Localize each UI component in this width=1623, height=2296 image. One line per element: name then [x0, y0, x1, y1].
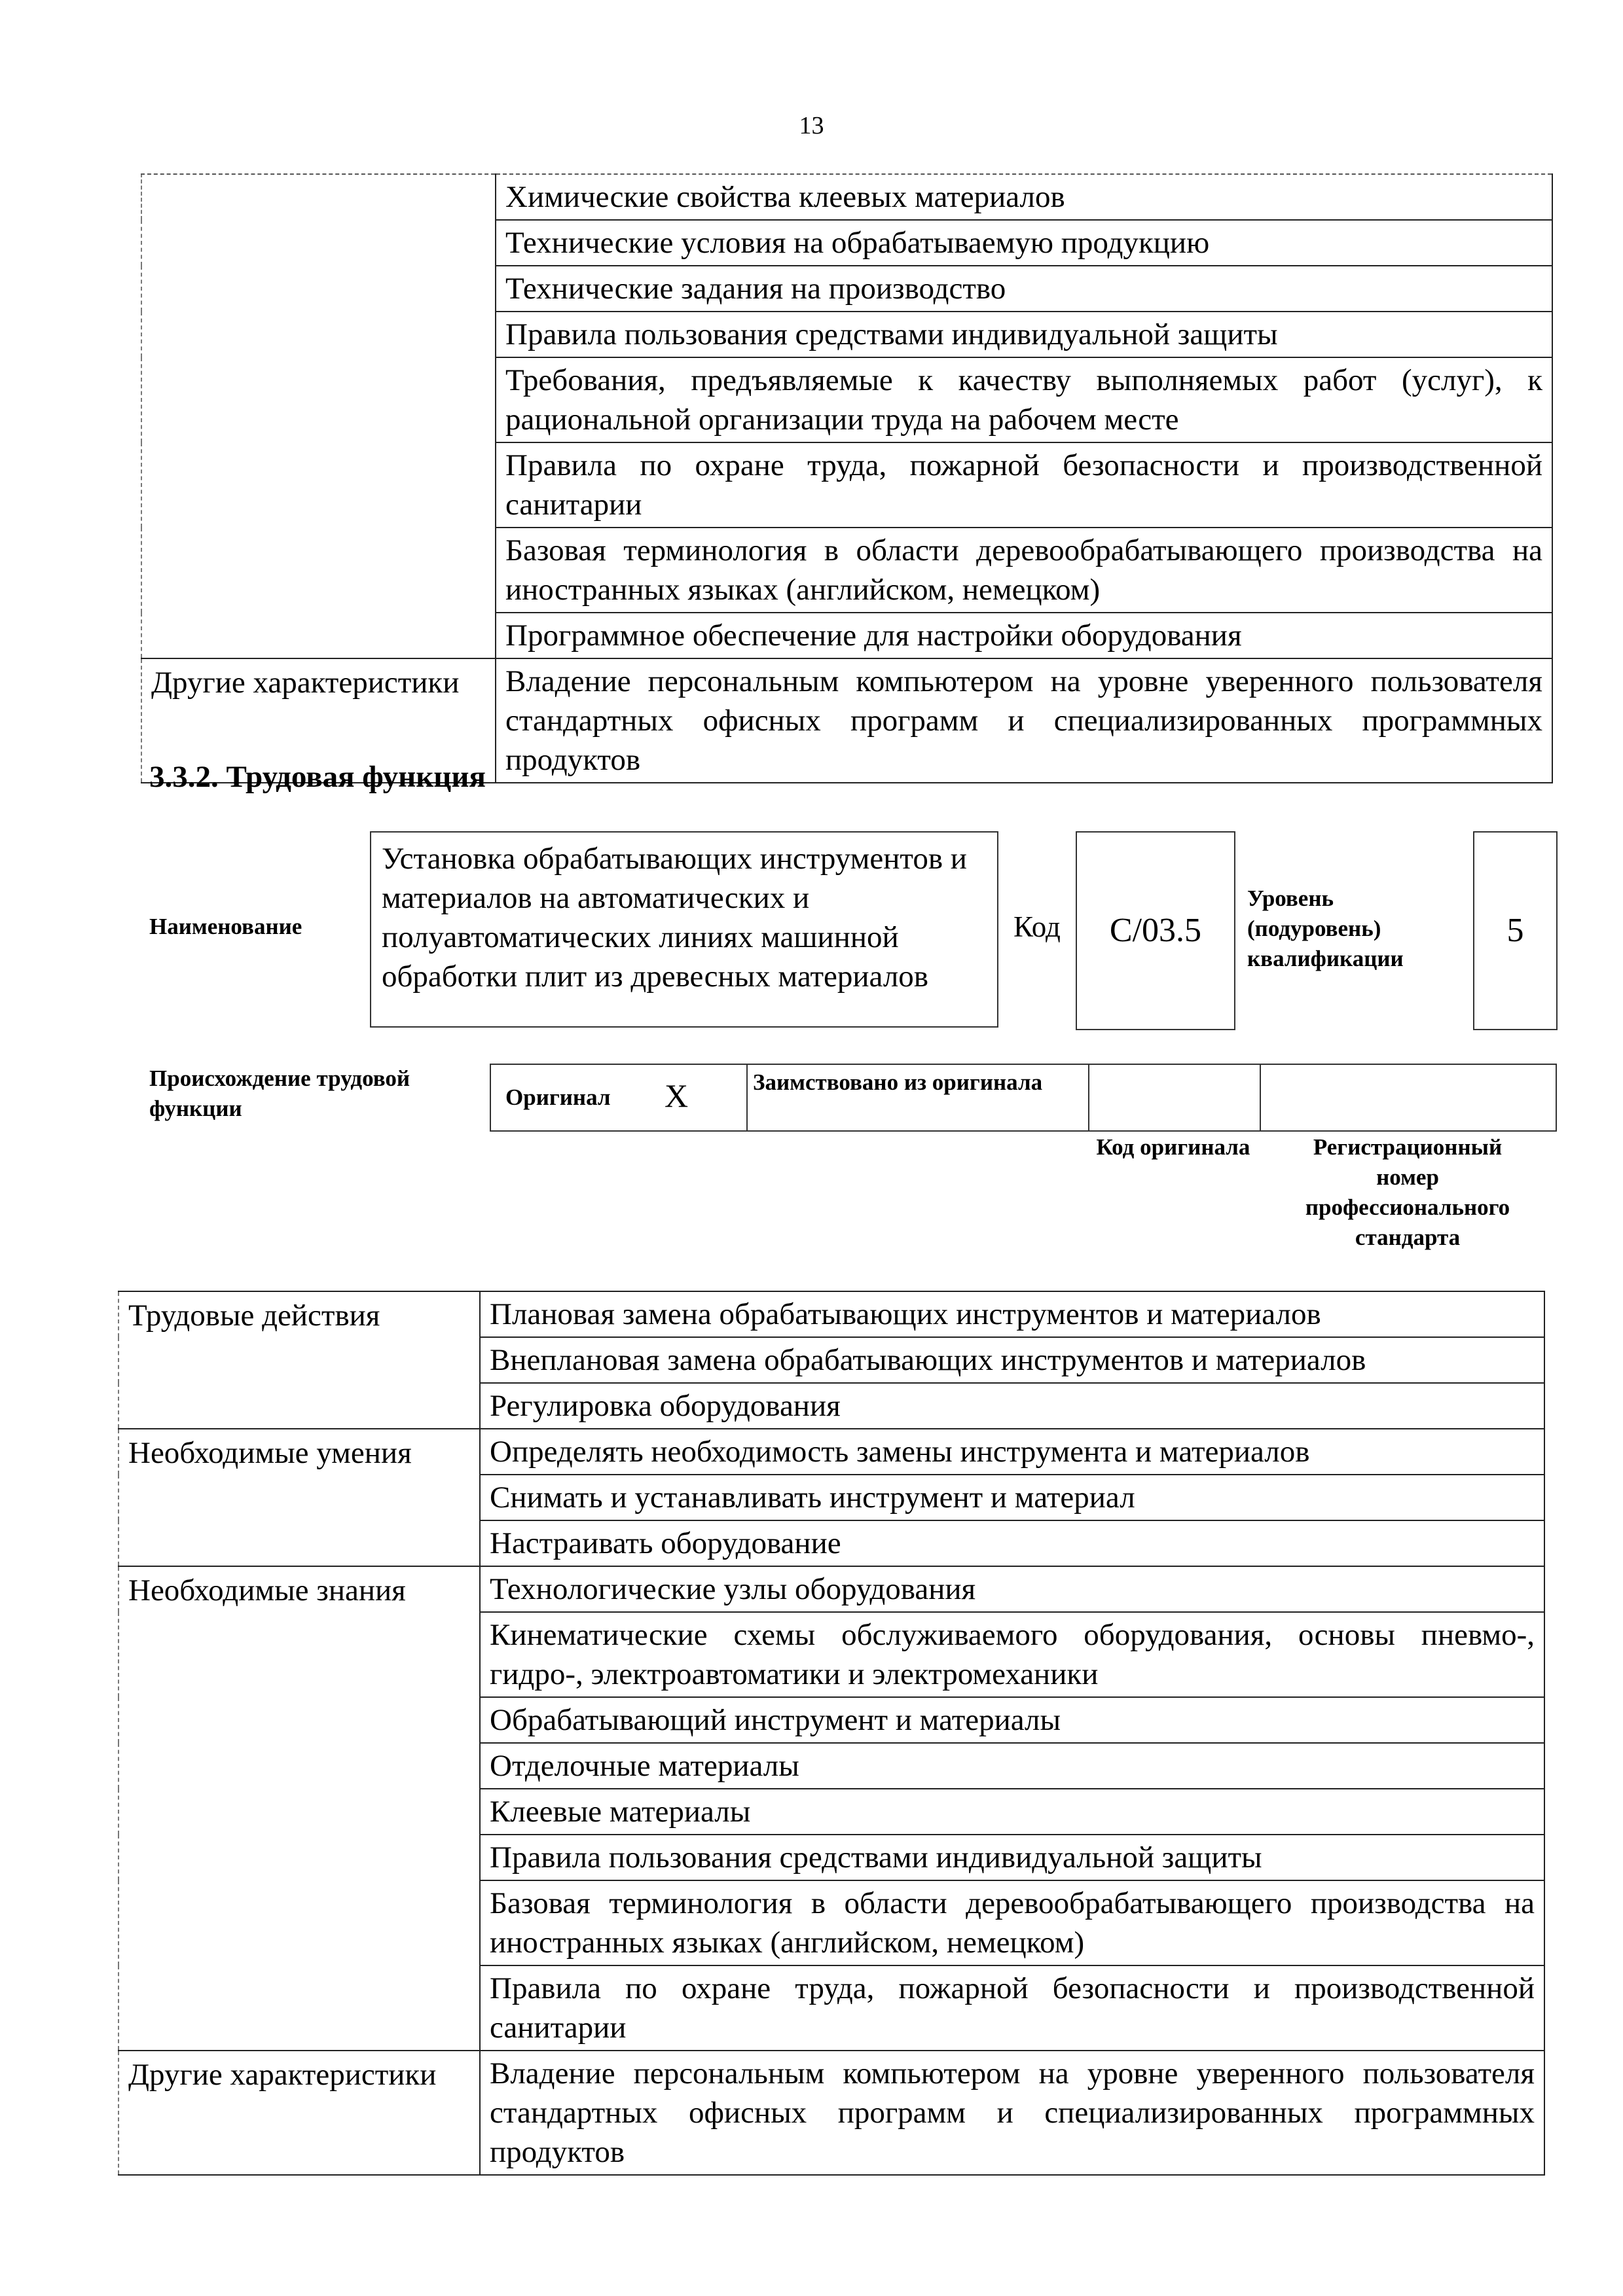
table-row: Регулировка оборудования [480, 1383, 1544, 1429]
table-row: Обрабатывающий инструмент и материалы [480, 1697, 1544, 1743]
code-value: C/03.5 [1109, 912, 1202, 949]
original-label: Оригинал [505, 1085, 611, 1110]
section-title: 3.3.2. Трудовая функция [149, 760, 486, 794]
table-row: Технические условия на обрабатываемую продукцию [496, 220, 1552, 266]
other-characteristics-text: Владение персональным компьютером на уровне уверенного пользователя стандартных офисных программ и специализированных программных продуктов [480, 2051, 1544, 2175]
origin-label: Происхождение трудовой функции [149, 1066, 410, 1121]
table-row: Правила по охране труда, пожарной безопасности и производственной санитарии [480, 1965, 1544, 2051]
level-label: Уровень (подуровень) квалификации [1247, 886, 1404, 971]
skills-label: Необходимые умения [119, 1429, 480, 1566]
table-row: Кинематические схемы обслуживаемого оборудования, основы пневмо-, гидро-, электроавтоматики и электромеханики [480, 1612, 1544, 1697]
empty-label-cell [141, 174, 496, 658]
table-row: Программное обеспечение для настройки оборудования [496, 613, 1552, 658]
table-row: Правила пользования средствами индивидуальной защиты [480, 1835, 1544, 1880]
code-original-caption: Код оригинала [1096, 1134, 1250, 1160]
table-row: Требования, предъявляемые к качеству выполняемых работ (услуг), к рациональной организации труда на рабочем месте [496, 357, 1552, 442]
knowledge-label: Необходимые знания [119, 1566, 480, 2051]
borrowed-label: Заимствовано из оригинала [753, 1069, 1043, 1095]
table-row: Технологические узлы оборудования [480, 1566, 1544, 1612]
reg-number-box [1260, 1064, 1557, 1132]
knowledge-table-continued [141, 173, 1553, 783]
table-row: Плановая замена обрабатывающих инструментов и материалов [480, 1291, 1544, 1337]
level-value: 5 [1506, 912, 1524, 949]
table-row: Базовая терминология в области деревообрабатывающего производства на иностранных языках (английском, немецком) [496, 528, 1552, 613]
table-row: Правила по охране труда, пожарной безопасности и производственной санитарии [496, 442, 1552, 528]
table-row: Определять необходимость замены инструмента и материалов [480, 1429, 1544, 1475]
borrowed-box [746, 1064, 1089, 1132]
table-row: Химические свойства клеевых материалов [496, 174, 1552, 220]
table-row: Клеевые материалы [480, 1789, 1544, 1835]
function-name-box [370, 831, 998, 1028]
original-mark: X [665, 1077, 689, 1114]
table-row: Снимать и устанавливать инструмент и материал [480, 1475, 1544, 1520]
table-row: Настраивать оборудование [480, 1520, 1544, 1566]
code-original-box [1088, 1064, 1261, 1132]
reg-number-caption: Регистрационный номер профессионального стандарта [1305, 1134, 1510, 1250]
original-box [490, 1064, 748, 1132]
actions-label: Трудовые действия [119, 1291, 480, 1429]
table-row: Отделочные материалы [480, 1743, 1544, 1789]
name-label: Наименование [149, 914, 302, 939]
table-row: Технические задания на производство [496, 266, 1552, 312]
other-characteristics-label: Другие характеристики [119, 2051, 480, 2175]
page-number: 13 [799, 112, 824, 139]
function-name: Установка обрабатывающих инструментов и материалов на автоматических и полуавтоматических линиях машинной обработки плит из древесных материалов [382, 842, 967, 994]
other-characteristics-text: Владение персональным компьютером на уровне уверенного пользователя стандартных офисных программ и специализированных программных продуктов [496, 658, 1552, 783]
table-row: Внеплановая замена обрабатывающих инструментов и материалов [480, 1337, 1544, 1383]
other-characteristics-label: Другие характеристики [141, 658, 496, 783]
level-box [1473, 831, 1558, 1030]
function-details-table [118, 1291, 1545, 2176]
code-box [1076, 831, 1235, 1030]
table-row: Базовая терминология в области деревообрабатывающего производства на иностранных языках (английском, немецком) [480, 1880, 1544, 1965]
table-row: Правила пользования средствами индивидуальной защиты [496, 312, 1552, 357]
code-label: Код [1013, 910, 1061, 943]
